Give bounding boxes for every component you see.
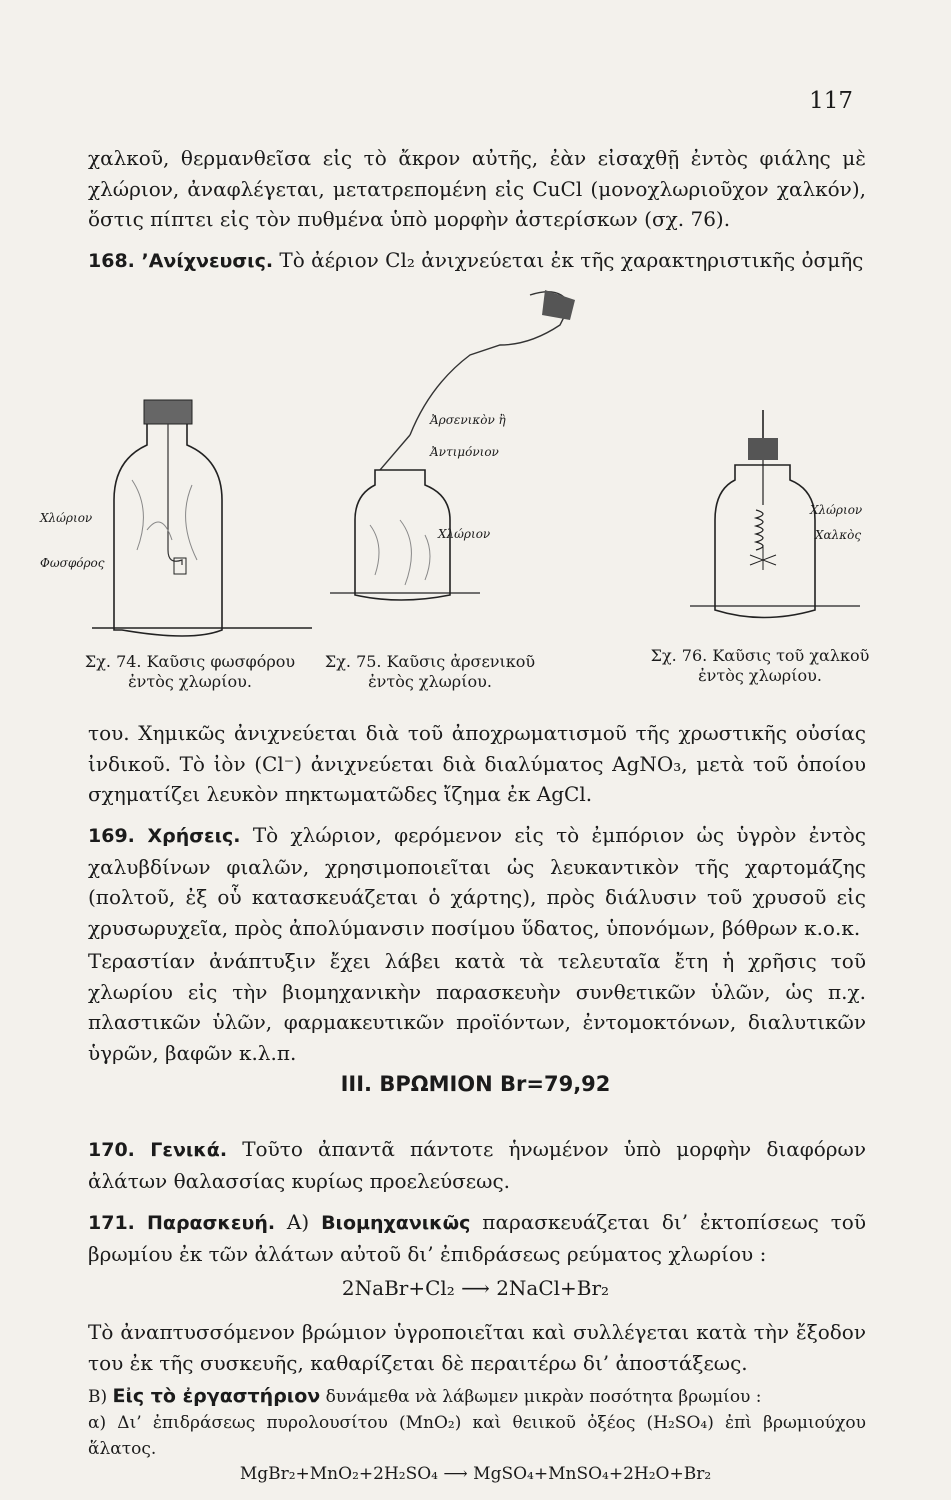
page-number: 117 (809, 88, 853, 114)
figure-76-label-copper: Χαλκὸς (815, 528, 862, 542)
section-169-text: Τὸ χλώριον, φερόμενον εἰς τὸ ἐμπόριον ὡς ὑγρὸν ἐντὸς χαλυβδίνων φιαλῶν, χρησιμοποιεῖται ὡς λευκαντικὸν τῆς χαρτομάζης (πολτοῦ, ἐξ οὗ κατασκευάζεται ὁ χάρτης), πρὸς διάλυσιν τοῦ χρυσοῦ εἰς χρυσωρυχεῖα, πρὸς ἀπολύμανσιν ποσίμου ὕδατος, ὑπονόμων, βόθρων κ.ο.κ. (88, 823, 866, 940)
paragraph-bromine-collection: Τὸ ἀναπτυσσόμενον βρώμιον ὑγροποιεῖται καὶ συλλέγεται κατὰ τὴν ἔξοδον του ἐκ τῆς συσκευῆς, καθαρίζεται δὲ περαιτέρω δι’ ἀποστάξεως. (88, 1320, 866, 1375)
figure-76-caption: Σχ. 76. Καῦσις τοῦ χαλκοῦ ἐντὸς χλωρίου. (650, 646, 870, 685)
figure-75-illustration (330, 285, 590, 645)
figure-76-label-chlorine: Χλώριον (810, 503, 863, 517)
figure-74-caption: Σχ. 74. Καῦσις φωσφόρου ἐντὸς χλωρίου. (84, 652, 296, 691)
section-168-heading: 168. ’Ανίχνευσις. (88, 250, 274, 272)
section-169-heading: 169. Χρήσεις. (88, 825, 241, 847)
figure-75-caption: Σχ. 75. Καῦσις ἀρσενικοῦ ἐντὸς χλωρίου. (324, 652, 536, 691)
section-170 (88, 1134, 866, 1196)
figure-75-label-antimony: Ἀντιμόνιον (430, 445, 499, 459)
formula-bromine-displacement: 2NaBr+Cl₂ ⟶ 2NaCl+Br₂ (341, 1276, 610, 1300)
figure-75-label-chlorine: Χλώριον (438, 527, 491, 541)
paragraph-pyrolusite: α) Δι’ ἐπιδράσεως πυρολουσίτου (MnO₂) καὶ θειικοῦ ὀξέος (H₂SO₄) ἐπὶ βρωμιούχου ἅλατος. (88, 1413, 866, 1459)
section-170-heading: 170. Γενικά. (88, 1139, 228, 1161)
section-title-bromine: III. ΒΡΩΜΙΟΝ Br=79,92 (340, 1072, 611, 1096)
section-171: 171. Παρασκευή. Α) Βιομηχανικῶς παρασκευάζεται δι’ ἐκτοπίσεως τοῦ βρωμίου ἐκ τῶν ἀλάτων αὐτοῦ δι’ ἐπιδράσεως ρεύματος χλωρίου : (88, 1210, 866, 1266)
paragraph-copper-combustion: χαλκοῦ, θερμανθεῖσα εἰς τὸ ἄκρον αὐτῆς, ἐὰν εἰσαχθῇ ἐντὸς φιάλης μὲ χλώριον, ἀναφλέγεται, μετατρεπομένη εἰς CuCl (μονοχλωριοῦχον χαλκόν), ὅστις πίπτει εἰς τὸν πυθμένα ὑπὸ μορφὴν ἀστερίσκων (σχ. 76). (88, 146, 866, 231)
paragraph-industrial-use: Τεραστίαν ἀνάπτυξιν ἔχει λάβει κατὰ τὰ τελευταῖα ἔτη ἡ χρῆσις τοῦ χλωρίου εἰς τὴν βιομηχανικὴν παρασκευὴν συνθετικῶν ὑλῶν, ὡς π.χ. πλαστικῶν ὑλῶν, φαρμακευτικῶν προϊόντων, ἐντομοκτόνων, διαλυτικῶν ὑγρῶν, βαφῶν κ.λ.π. (88, 949, 866, 1065)
paragraph-laboratory: Β) Εἰς τὸ ἐργαστήριον δυνάμεθα νὰ λάβωμεν μικρὰν ποσότητα βρωμίου : (88, 1385, 762, 1407)
paragraph-chemical-detection: του. Χημικῶς ἀνιχνεύεται διὰ τοῦ ἀποχρωματισμοῦ τῆς χρωστικῆς οὐσίας ἰνδικοῦ. Τὸ ἰὸν (Cl⁻) ἀνιχνεύεται διὰ διαλύματος AgNO₃, μετὰ τοῦ ὁποίου σχηματίζει λευκὸν πηκτωματῶδες ἴζημα ἐκ AgCl. (88, 721, 866, 806)
section-170-text: Τοῦτο ἀπαντᾶ πάντοτε ἡνωμένον ὑπὸ μορφὴν διαφόρων ἀλάτων θαλασσίας κυρίως προελεύσεως. (88, 1137, 866, 1193)
figure-74-label-chlorine: Χλώριον (40, 511, 93, 525)
figure-74-label-phosphorus: Φωσφόρος (40, 556, 105, 570)
section-171-heading: 171. Παρασκευή. (88, 1212, 276, 1234)
figure-74-illustration (92, 390, 322, 650)
section-171-industrial: Βιομηχανικῶς (321, 1212, 471, 1234)
section-169 (88, 820, 866, 943)
figure-75-label-arsenic: Ἀρσενικὸν ἢ (430, 413, 506, 427)
formula-pyrolusite-reaction: MgBr₂+MnO₂+2H₂SO₄ ⟶ MgSO₄+MnSO₄+2H₂O+Br₂ (239, 1464, 712, 1484)
section-168 (88, 245, 866, 277)
section-168-text: Τὸ ἀέριον Cl₂ ἀνιχνεύεται ἐκ τῆς χαρακτηριστικῆς ὀσμῆς (273, 248, 864, 272)
laboratory-heading: Εἰς τὸ ἐργαστήριον (112, 1385, 321, 1407)
